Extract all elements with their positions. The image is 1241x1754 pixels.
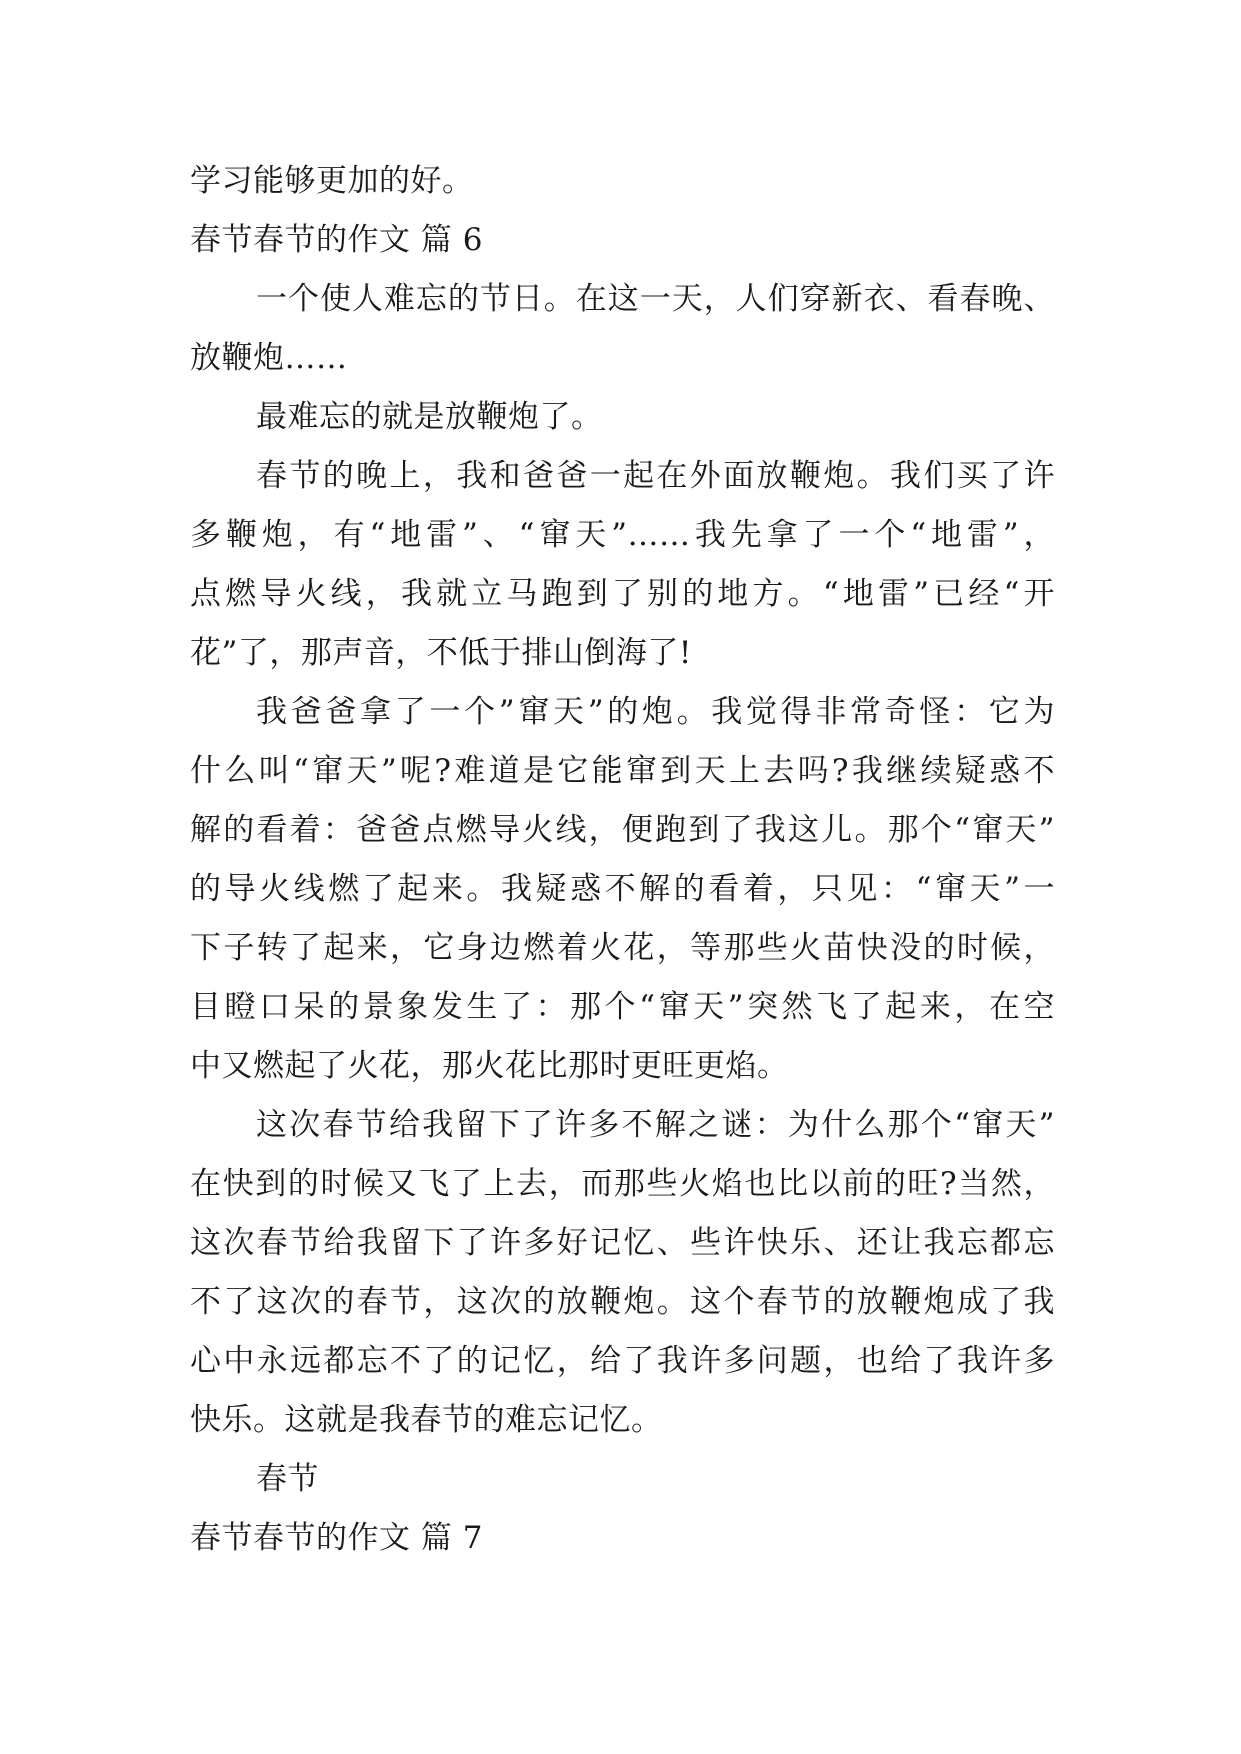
paragraph-line: 多鞭炮，有“地雷”、“窜天”……我先拿了一个“地雷”， <box>190 517 1055 553</box>
paragraph-line: 快乐。这就是我春节的难忘记忆。 <box>190 1402 663 1438</box>
paragraph-line: 的导火线燃了起来。我疑惑不解的看着，只见：“窜天”一 <box>190 871 1055 907</box>
paragraph-line: 解的看着：爸爸点燃导火线，便跑到了我这儿。那个“窜天” <box>190 812 1055 848</box>
paragraph-line: 春节 <box>256 1461 319 1497</box>
text-line: 学习能够更加的好。 <box>190 163 474 199</box>
paragraph-line: 在快到的时候又飞了上去，而那些火焰也比以前的旺?当然， <box>190 1166 1055 1202</box>
paragraph-line: 不了这次的春节，这次的放鞭炮。这个春节的放鞭炮成了我 <box>190 1284 1055 1320</box>
paragraph-line: 点燃导火线，我就立马跑到了别的地方。“地雷”已经“开 <box>190 576 1055 612</box>
paragraph-line: 花”了，那声音，不低于排山倒海了! <box>190 635 692 671</box>
paragraph-line: 我爸爸拿了一个”窜天”的炮。我觉得非常奇怪：它为 <box>256 694 1055 730</box>
paragraph-line: 下子转了起来，它身边燃着火花，等那些火苗快没的时候， <box>190 930 1055 966</box>
section-heading: 春节春节的作文 篇 6 <box>190 222 483 258</box>
paragraph-line: 最难忘的就是放鞭炮了。 <box>256 399 603 435</box>
paragraph-line: 什么叫“窜天”呢?难道是它能窜到天上去吗?我继续疑惑不 <box>190 753 1055 789</box>
paragraph-line: 心中永远都忘不了的记忆，给了我许多问题，也给了我许多 <box>190 1343 1055 1379</box>
paragraph-line: 春节的晚上，我和爸爸一起在外面放鞭炮。我们买了许 <box>256 458 1055 494</box>
paragraph-line: 放鞭炮…… <box>190 340 348 376</box>
section-heading: 春节春节的作文 篇 7 <box>190 1520 483 1556</box>
paragraph-line: 一个使人难忘的节日。在这一天，人们穿新衣、看春晚、 <box>256 281 1055 317</box>
paragraph-line: 中又燃起了火花，那火花比那时更旺更焰。 <box>190 1048 789 1084</box>
paragraph-line: 目瞪口呆的景象发生了：那个“窜天”突然飞了起来，在空 <box>190 989 1055 1025</box>
paragraph-line: 这次春节给我留下了许多不解之谜：为什么那个“窜天” <box>256 1107 1055 1143</box>
paragraph-line: 这次春节给我留下了许多好记忆、些许快乐、还让我忘都忘 <box>190 1225 1055 1261</box>
document-page <box>190 152 1055 1568</box>
